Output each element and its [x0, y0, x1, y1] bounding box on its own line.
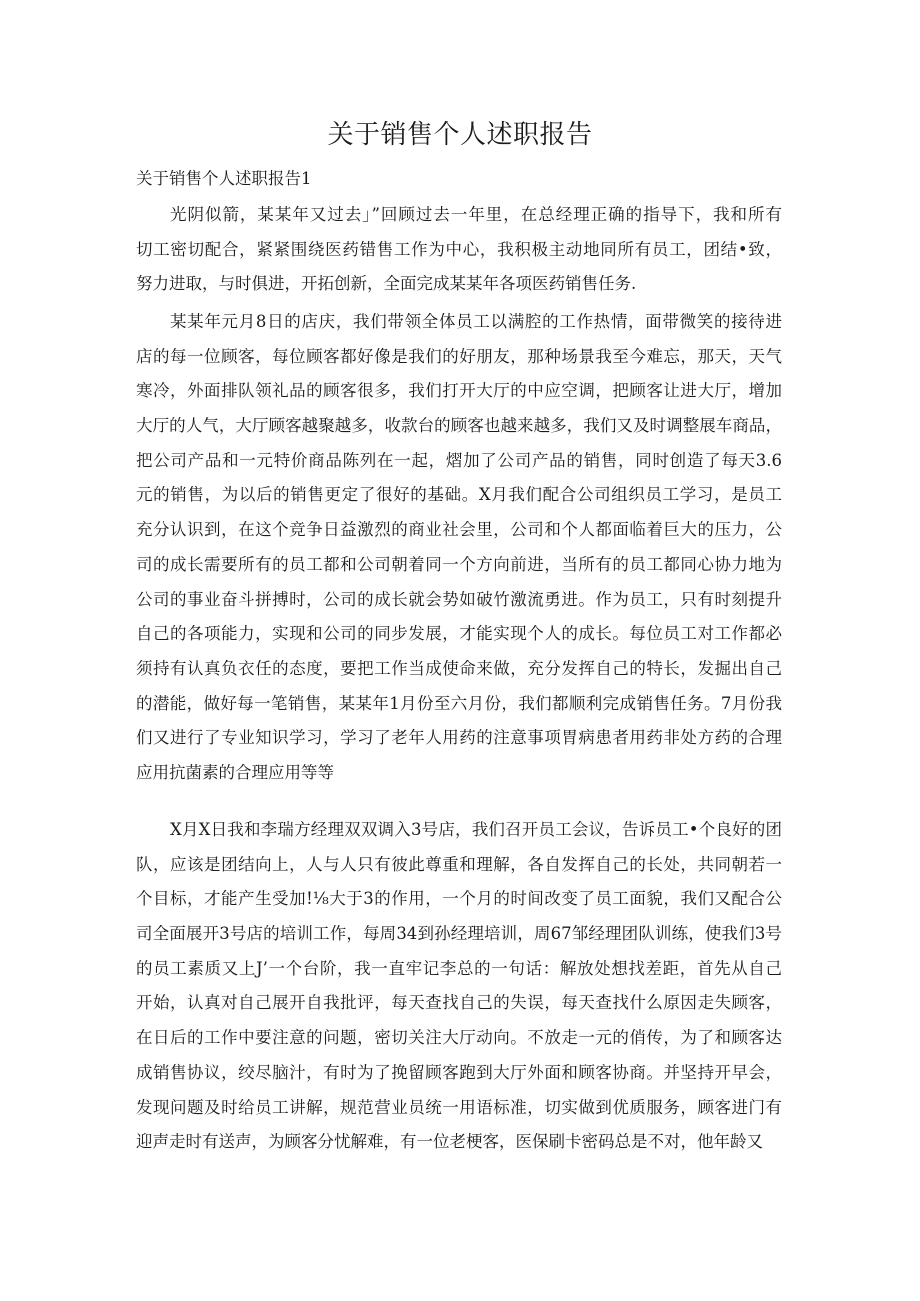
paragraph-line: 司全面展开3号店的培训工作，每周34到孙经理培训，周67邹经理团队训练，使我们3号 — [136, 924, 782, 944]
paragraph-line: 把公司产品和一元特价商品陈列在一起，熠加了公司产品的销售，同时创造了每天3.6 — [136, 450, 782, 470]
paragraph-line: 的潜能，做好每一笔销售，某某年1月份至六月份，我们都顺利完成销售任务。7月份我 — [136, 693, 782, 713]
paragraph-line: 须持有认真负衣任的态度，要把工作当成使命来做，充分发挥自己的特长，发掘出自己 — [136, 658, 782, 678]
paragraph-line: 在日后的工作中要注意的问题，密切关注大厅动向。不放走一元的俏传，为了和顾客达 — [136, 1028, 782, 1048]
paragraph-line: 某某年元月8日的店庆，我们带领全体员工以满腔的工作热情，面带微笑的接待进 — [170, 312, 782, 331]
paragraph-line: X月X日我和李瑞方经理双双调入3号店，我们召开员工会议，告诉员工•个良好的团 — [170, 820, 782, 839]
paragraph-3 — [136, 813, 782, 1160]
paragraph-line: 大厅的人气，大厅顾客越聚越多，收款台的顾客也越来越多，我们又及时调整展车商品， — [136, 416, 782, 436]
paragraph-line: 寒冷，外面排队领礼品的顾客很多，我们打开大厅的中应空调，把顾客让进大厅，增加 — [136, 381, 782, 401]
paragraph-1 — [136, 198, 782, 302]
paragraph-line: 努力进取，与时俱进，开拓创新，全面完成某某年各项医药销售任务. — [136, 274, 637, 294]
paragraph-line: 元的销售，为以后的销售更定了很好的基础。X月我们配合公司组织员工学习，是员工 — [136, 485, 782, 505]
paragraph-line: 队，应该是团结向上，人与人只有彼此尊重和理解，各自发挥自己的长处，共同朝若一 — [136, 854, 782, 874]
paragraph-line: 的员工素质又上J’一个台阶，我一直牢记李总的一句话：解放处想找差距，首先从自己 — [136, 958, 782, 978]
paragraph-line: 店的每一位顾客，每位顾客都好像是我们的好朋友，那种场景我至今难忘，那天，天气 — [136, 346, 782, 366]
paragraph-line: 们又进行了专业知识学习，学习了老年人用药的注意事项胃病患者用药非处方药的合理 — [136, 728, 782, 748]
paragraph-line: 个目标，才能产生受加!⅛大于3的作用，一个月的时间改变了员工面貌，我们又配合公 — [136, 889, 782, 909]
paragraph-line: 开始，认真对自己展开自我批评，每天查找自己的失误，每天查找什么原因走失顾客， — [136, 993, 782, 1013]
paragraph-line: 成销售协议，绞尽脑汁，有时为了挽留顾客跑到大厅外面和顾客协商。并坚持开早会， — [136, 1062, 782, 1082]
paragraph-line: 公司的事业奋斗拼搏时，公司的成长就会势如破竹激流勇进。作为员工，只有时刻提升 — [136, 589, 782, 609]
paragraph-line: 切工密切配合，紧紧围绕医药错售工作为中心，我积极主动地同所有员工，团结•致， — [136, 239, 782, 259]
paragraph-line: 发现问题及时给员工讲解，规范营业员统一用语标准，切实做到优质服务，顾客进门有 — [136, 1097, 782, 1117]
paragraph-line: 光阴似箭，某某年又过去」”回顾过去一年里，在总经理正确的指导下，我和所有 — [170, 205, 782, 224]
paragraph-line: 自己的各项能力，实现和公司的同步发展，才能实现个人的成长。每位员工对工作都必 — [136, 624, 782, 644]
paragraph-line: 迎声走时有送声，为顾客分忧解难，有一位老梗客，医保刷卡密码总是不对，他年龄又 — [136, 1132, 763, 1152]
document-title: 关于销售个人述职报告 — [327, 120, 593, 150]
paragraph-2 — [136, 305, 782, 791]
paragraph-line: 司的成长需要所有的员工都和公司朝着同一个方向前进，当所有的员工都同心协力地为 — [136, 554, 782, 574]
paragraph-line: 应用抗菌素的合理应用等等 — [136, 762, 334, 782]
paragraph-line: 充分认识到，在这个竞争日益激烈的商业社会里，公司和个人都面临着巨大的压力，公 — [136, 520, 782, 540]
document-subtitle: 关于销售个人述职报告1 — [136, 169, 312, 188]
